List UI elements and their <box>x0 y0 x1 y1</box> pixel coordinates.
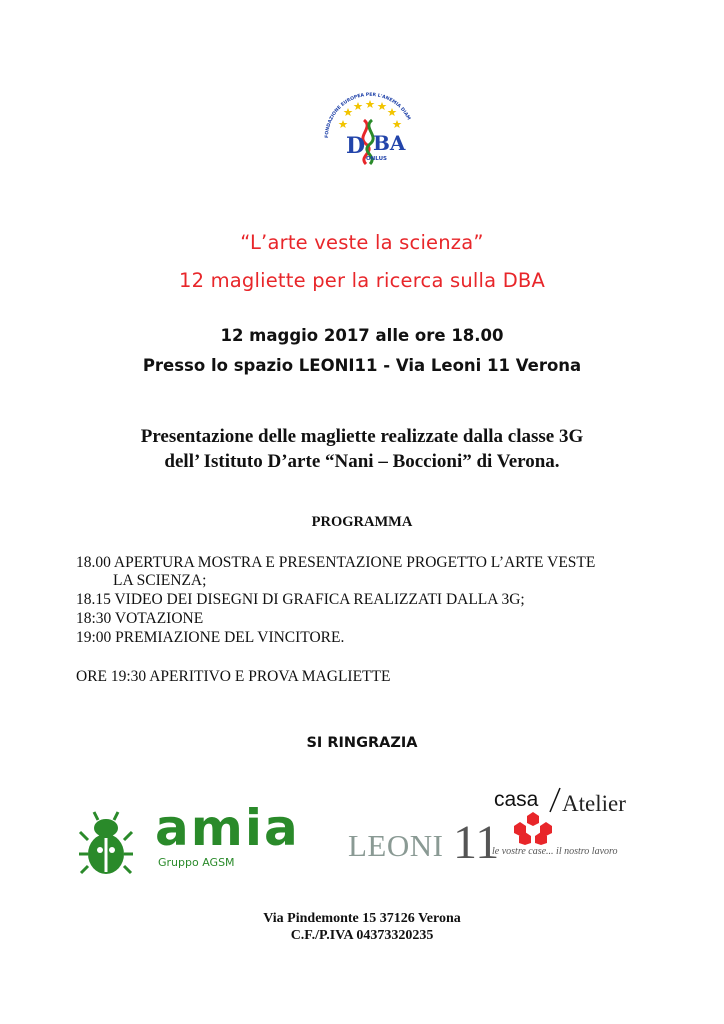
title-line-2: 12 magliette per la ricerca sulla DBA <box>178 269 546 292</box>
event-date: 12 maggio 2017 alle ore 18.00 <box>220 326 504 345</box>
casa-logo-text: casa <box>494 788 539 811</box>
leoni-logo-text: LEONI <box>348 828 444 863</box>
atelier-logo-text: Atelier <box>562 791 626 816</box>
svg-text:ONLUS: ONLUS <box>366 156 388 162</box>
casa-tagline: le vostre case... il nostro lavoro <box>492 846 618 857</box>
programma-item: 18.00 APERTURA MOSTRA E PRESENTAZIONE PROGETTO L’ARTE VESTE <box>76 554 596 571</box>
amia-subtitle: Gruppo AGSM <box>158 856 235 869</box>
programma-item: 18.15 VIDEO DEI DISEGNI DI GRAFICA REALIZZATI DALLA 3G; <box>76 591 525 608</box>
dba-emblem-icon <box>318 80 418 168</box>
title-line-1: “L’arte veste la scienza” <box>240 231 484 254</box>
svg-text:D: D <box>346 133 366 159</box>
aperitivo-line: ORE 19:30 APERITIVO E PROVA MAGLIETTE <box>76 668 391 685</box>
footer-address: Via Pindemonte 15 37126 Verona <box>263 911 461 926</box>
programma-item: LA SCIENZA; <box>113 572 207 589</box>
thanks-title: SI RINGRAZIA <box>306 735 418 751</box>
amia-scarab-icon <box>78 810 134 876</box>
presentation-line-2: dell’ Istituto D’arte “Nani – Boccioni” di Verona. <box>164 451 560 472</box>
footer-vat: C.F./P.IVA 04373320235 <box>290 928 434 943</box>
programma-item: 18:30 VOTAZIONE <box>76 610 204 627</box>
event-place: Presso lo spazio LEONI11 - Via Leoni 11 Verona <box>142 356 582 375</box>
programma-item: 19:00 PREMIAZIONE DEL VINCITORE. <box>76 629 345 646</box>
amia-logo-text: amia <box>155 799 300 857</box>
svg-text:BA: BA <box>373 131 406 155</box>
programma-title: PROGRAMMA <box>311 514 413 530</box>
presentation-line-1: Presentazione delle magliette realizzate dalla classe 3G <box>140 426 584 447</box>
logo-arc-text: FONDAZIONE EUROPEA PER L'ANEMIA DIAM <box>324 92 411 139</box>
leoni-logo-number: 11 <box>453 816 500 869</box>
dba-logo <box>318 80 418 168</box>
casa-atelier-flower-icon <box>512 810 554 846</box>
